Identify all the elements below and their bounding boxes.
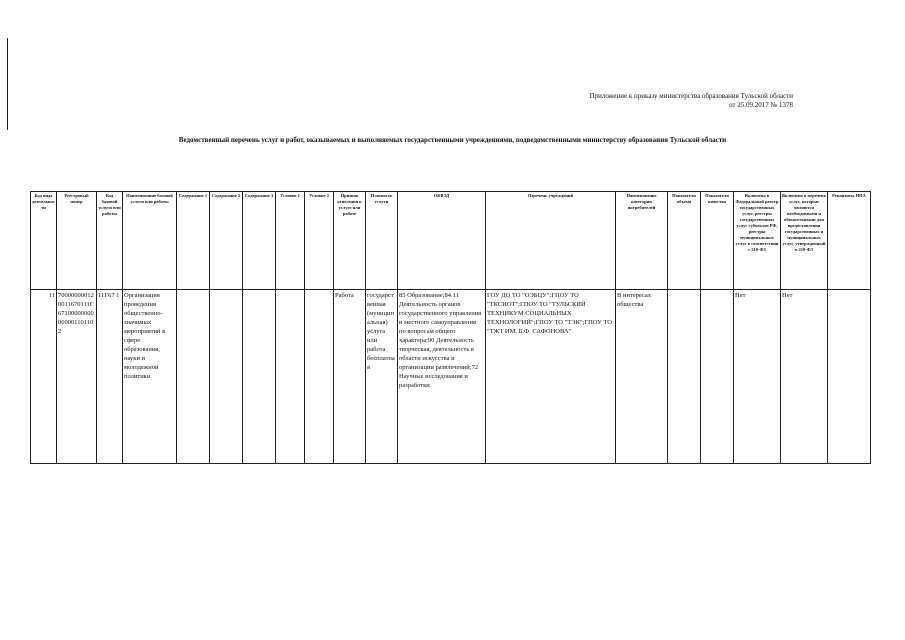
cell-attribute: Работа — [334, 290, 366, 464]
col-header: Платность услуги — [366, 192, 398, 290]
cell-federal-registry: Нет — [734, 290, 781, 464]
appendix-header — [520, 92, 793, 110]
cell-consumers: В интересах общества — [616, 290, 668, 464]
document-title: Ведомственный перечень услуг и работ, оказываемых и выполняемых государственными учреждениями, подведомственными министерству образования Тульской области — [178, 136, 727, 144]
cell-condition-2 — [305, 290, 334, 464]
cell-payment: государственная (муниципальная) услуга или работа бесплатная — [366, 290, 398, 464]
cell-activity-code: 11 — [31, 290, 57, 464]
col-header: Наименование категории потребителей — [616, 192, 668, 290]
cell-required-list: Нет — [781, 290, 828, 464]
margin-line — [7, 38, 8, 130]
col-header: Перечень учреждений — [486, 192, 616, 290]
cell-name: Организация проведения общественно-значимых мероприятий в сфере образования, науки и молодежной политики — [123, 290, 177, 464]
cell-base-code: 11Г67 1 — [97, 290, 123, 464]
cell-registry-number: 700000000120011670111Г67100000000000001101102 — [57, 290, 97, 464]
col-header: Включена в перечень услуг, которые являются необходимыми и обязательными для предоставления государственных и муниципальных услуг, утвержденный в 210-ФЗ — [781, 192, 828, 290]
appendix-line-1: Приложение к приказу министерства образования Тульской области — [589, 92, 793, 100]
col-header: ОКВЭД — [398, 192, 486, 290]
cell-content-3 — [243, 290, 276, 464]
col-header: Реестровый номер — [57, 192, 97, 290]
cell-quality — [701, 290, 734, 464]
col-header: Показатели качества — [701, 192, 734, 290]
cell-content-2 — [210, 290, 243, 464]
cell-volume — [668, 290, 701, 464]
cell-institutions: ГОУ ДО ТО "ОЭБЦУ";ГПОУ ТО "ТКСИОТ";ГПОУ ТО "ТУЛЬСКИЙ ТЕХНИКУМ СОЦИАЛЬНЫХ ТЕХНОЛОГИЙ";ГПОУ ТО "ТЭК";ГПОУ ТО "ТЖТ ИМ. Б.Ф. САФОНОВА" — [486, 290, 616, 464]
col-header: Реквизиты НПА — [828, 192, 871, 290]
table-header-row — [31, 192, 871, 290]
services-table — [30, 191, 871, 464]
cell-content-1 — [177, 290, 210, 464]
table-row — [31, 290, 871, 464]
col-header: Код базовой услуги или работы — [97, 192, 123, 290]
appendix-line-2: от 25.09.2017 № 1378 — [729, 101, 793, 109]
col-header: Условие 2 — [305, 192, 334, 290]
col-header: Содержание 2 — [210, 192, 243, 290]
col-header: Условие 1 — [276, 192, 305, 290]
col-header: Наименование базовой услуги или работы — [123, 192, 177, 290]
col-header: Содержание 1 — [177, 192, 210, 290]
cell-npa — [828, 290, 871, 464]
cell-okved: 85 Образование;84.11 Деятельность органов государственного управления и местного самоуправления по вопросам общего характера;90 Деятельность творческая, деятельность в области искусства и организации развлечений;72 Научные исследования и разработки — [398, 290, 486, 464]
col-header: Признак отнесения к услуге или работе — [334, 192, 366, 290]
col-header: Показатели объема — [668, 192, 701, 290]
cell-condition-1 — [276, 290, 305, 464]
col-header: Код вида деятельности — [31, 192, 57, 290]
col-header: Содержание 3 — [243, 192, 276, 290]
col-header: Включена в Федеральный реестр государственных услуг, реестры государственных услуг субъектов РФ, реестры муниципальных услуг в соответствии с 210-ФЗ — [734, 192, 781, 290]
